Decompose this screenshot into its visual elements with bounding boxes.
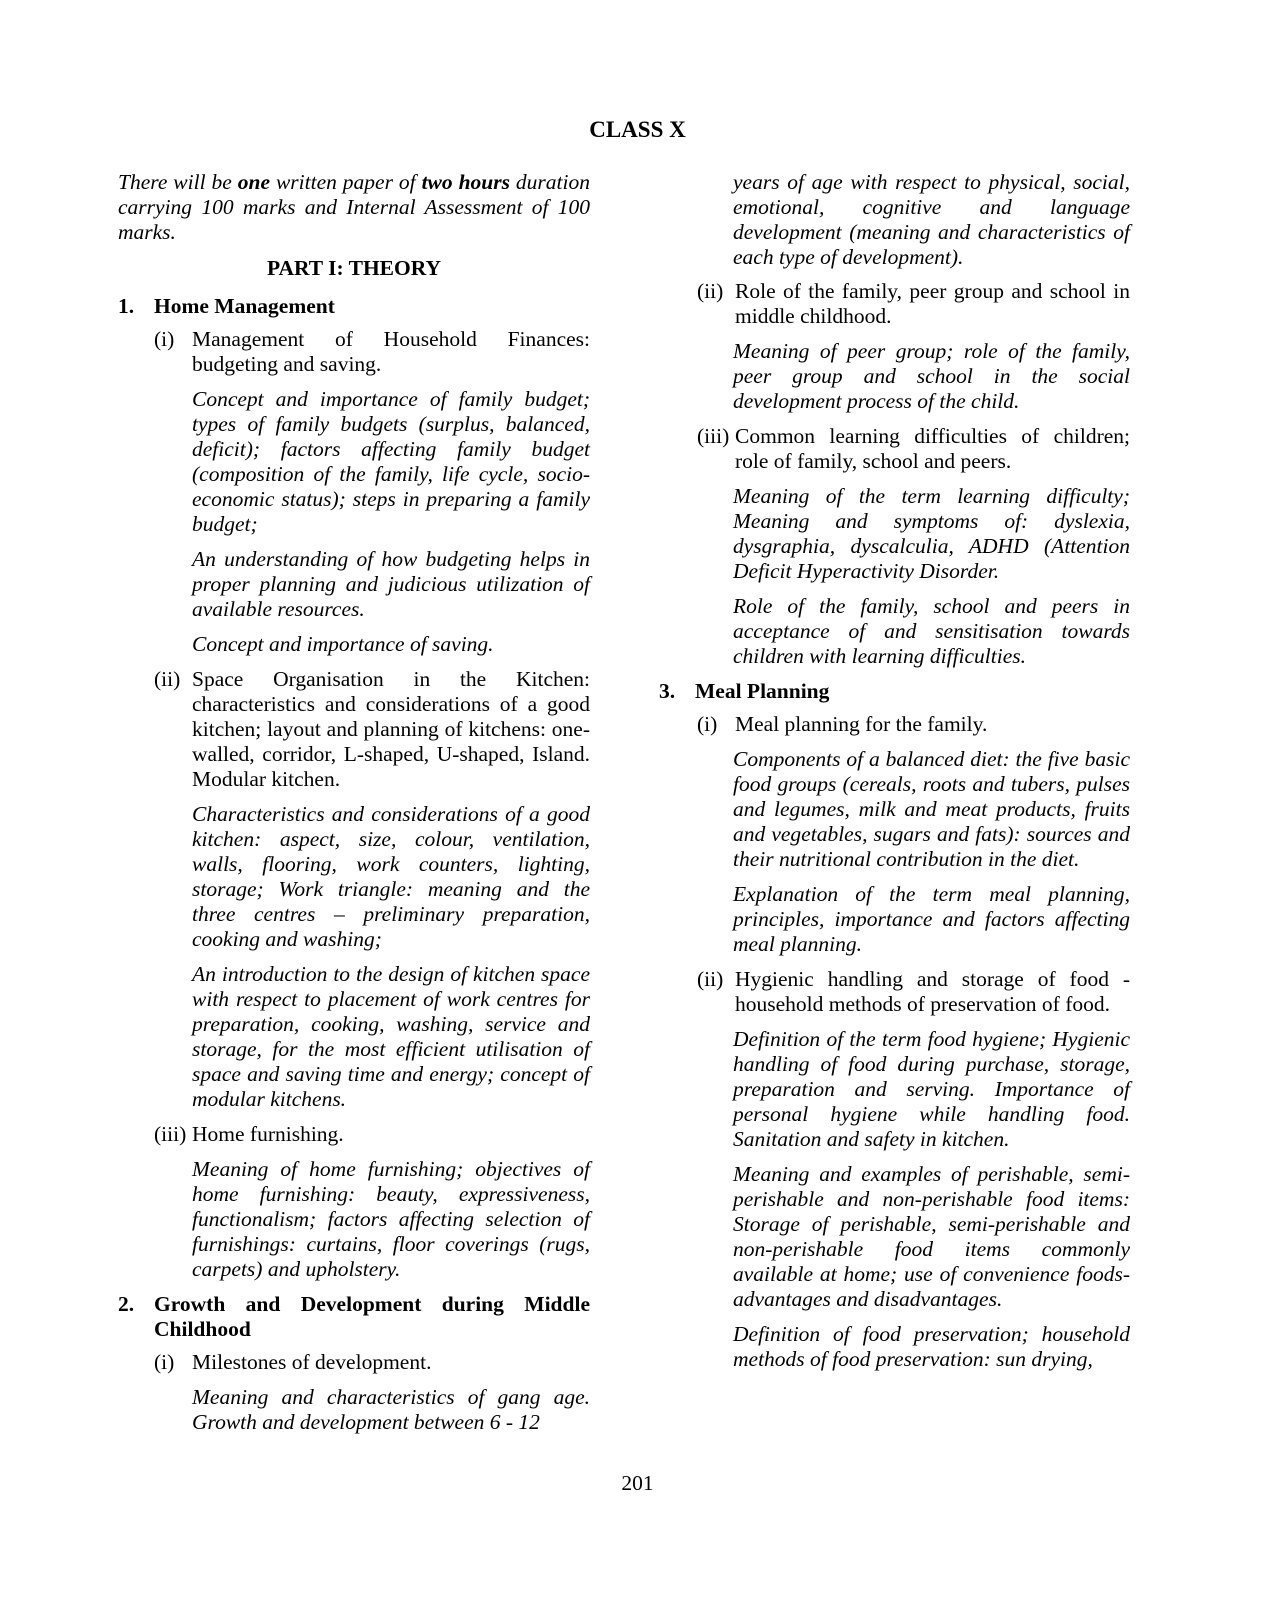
- item-numeral: (i): [154, 1350, 175, 1374]
- item-detail: Concept and importance of saving.: [192, 632, 494, 656]
- part-heading: PART I: THEORY: [266, 256, 442, 280]
- item-detail: Meaning and examples of perishable, semi-perishable and non-perishable food items: Storage of perishable, semi-perishable and non-perishable food items commonly available at home; use of convenience foods- advantages and disadvantages.: [733, 1162, 1130, 1311]
- item-detail: Characteristics and considerations of a good kitchen: aspect, size, colour, ventilation, walls, flooring, work counters, lighting, storage; Work triangle: meaning and the three centres – preliminary preparation, cooking and washing;: [192, 802, 590, 951]
- item-text: Space Organisation in the Kitchen: characteristics and considerations of a good kitchen; layout and planning of kitchens: one-walled, corridor, L-shaped, U-shaped, Island. Modular kitchen.: [192, 667, 590, 791]
- item-detail: Concept and importance of family budget; types of family budgets (surplus, balanced, deficit); factors affecting family budget (composition of the family, life cycle, socio-economic status); steps in preparing a family budget;: [192, 387, 590, 536]
- item-text: Role of the family, peer group and school in middle childhood.: [735, 279, 1130, 328]
- item-text: Management of Household Finances: budgeting and saving.: [192, 327, 590, 376]
- item-detail: Meaning of peer group; role of the family, peer group and school in the social development process of the child.: [733, 339, 1130, 413]
- syllabus-item: [697, 279, 1130, 329]
- item-detail: Meaning of home furnishing; objectives of home furnishing: beauty, expressiveness, functionalism; factors affecting selection of furnishings: curtains, floor coverings (rugs, carpets) and upholstery.: [192, 1157, 590, 1281]
- right-column: [659, 170, 1130, 1382]
- section-heading: [659, 679, 1130, 704]
- syllabus-item: [154, 1350, 590, 1375]
- section-heading: [118, 294, 590, 319]
- item-detail: Definition of food preservation; household methods of food preservation: sun drying,: [733, 1322, 1130, 1371]
- intro-emphasis: one: [237, 170, 270, 194]
- section-title: Growth and Development during Middle Childhood: [154, 1292, 590, 1341]
- item-numeral: (i): [154, 327, 175, 351]
- item-text: Milestones of development.: [192, 1350, 432, 1374]
- item-numeral: (ii): [697, 967, 724, 991]
- section-number: 1.: [118, 294, 135, 318]
- intro-text: written paper of: [270, 170, 422, 194]
- item-numeral: (ii): [154, 667, 181, 691]
- item-detail: Components of a balanced diet: the five basic food groups (cereals, roots and tubers, pulses and legumes, milk and meat products, fruits and vegetables, sugars and fats): sources and their nutritional contribution in the diet.: [733, 747, 1130, 871]
- item-detail: Role of the family, school and peers in acceptance of and sensitisation towards children with learning difficulties.: [733, 594, 1130, 668]
- item-numeral: (i): [697, 712, 718, 736]
- syllabus-item: [154, 327, 590, 377]
- item-detail-continued: years of age with respect to physical, social, emotional, cognitive and language development (meaning and characteristics of each type of development).: [733, 170, 1130, 269]
- item-text: Meal planning for the family.: [735, 712, 988, 736]
- item-detail: Meaning of the term learning difficulty; Meaning and symptoms of: dyslexia, dysgraphia, dyscalculia, ADHD (Attention Deficit Hyperactivity Disorder.: [733, 484, 1130, 583]
- intro-text: duration carrying 100 marks and Internal Assessment of 100 marks.: [118, 170, 590, 244]
- syllabus-item: [154, 667, 590, 792]
- item-detail: Meaning and characteristics of gang age. Growth and development between 6 - 12: [192, 1385, 590, 1434]
- section-title: Meal Planning: [695, 679, 830, 703]
- section-heading: [118, 1292, 590, 1342]
- item-numeral: (ii): [697, 279, 724, 303]
- item-text: Home furnishing.: [192, 1122, 344, 1146]
- item-detail: An understanding of how budgeting helps in proper planning and judicious utilization of available resources.: [192, 547, 590, 621]
- item-text: Hygienic handling and storage of food - household methods of preservation of food.: [735, 967, 1130, 1016]
- left-column: [118, 170, 590, 1445]
- item-numeral: (iii): [154, 1122, 187, 1146]
- section-title: Home Management: [154, 294, 335, 318]
- item-detail: Definition of the term food hygiene; Hygienic handling of food during purchase, storage, preparation and serving. Importance of personal hygiene while handling food. Sanitation and safety in kitchen.: [733, 1027, 1130, 1151]
- intro-paragraph: [118, 170, 590, 245]
- section-number: 3.: [659, 679, 676, 703]
- syllabus-item: [697, 967, 1130, 1017]
- page-number: 201: [621, 1471, 654, 1495]
- syllabus-item: [697, 712, 1130, 737]
- syllabus-item: [697, 424, 1130, 474]
- intro-emphasis: two hours: [421, 170, 510, 194]
- syllabus-item: [154, 1122, 590, 1147]
- item-numeral: (iii): [697, 424, 730, 448]
- item-detail: An introduction to the design of kitchen space with respect to placement of work centres for preparation, cooking, washing, service and storage, for the most efficient utilisation of space and saving time and energy; concept of modular kitchens.: [192, 962, 590, 1111]
- page-title: CLASS X: [589, 117, 686, 142]
- item-text: Common learning difficulties of children; role of family, school and peers.: [735, 424, 1130, 473]
- item-detail: Explanation of the term meal planning, principles, importance and factors affecting meal planning.: [733, 882, 1130, 956]
- intro-text: There will be: [118, 170, 238, 194]
- section-number: 2.: [118, 1292, 135, 1316]
